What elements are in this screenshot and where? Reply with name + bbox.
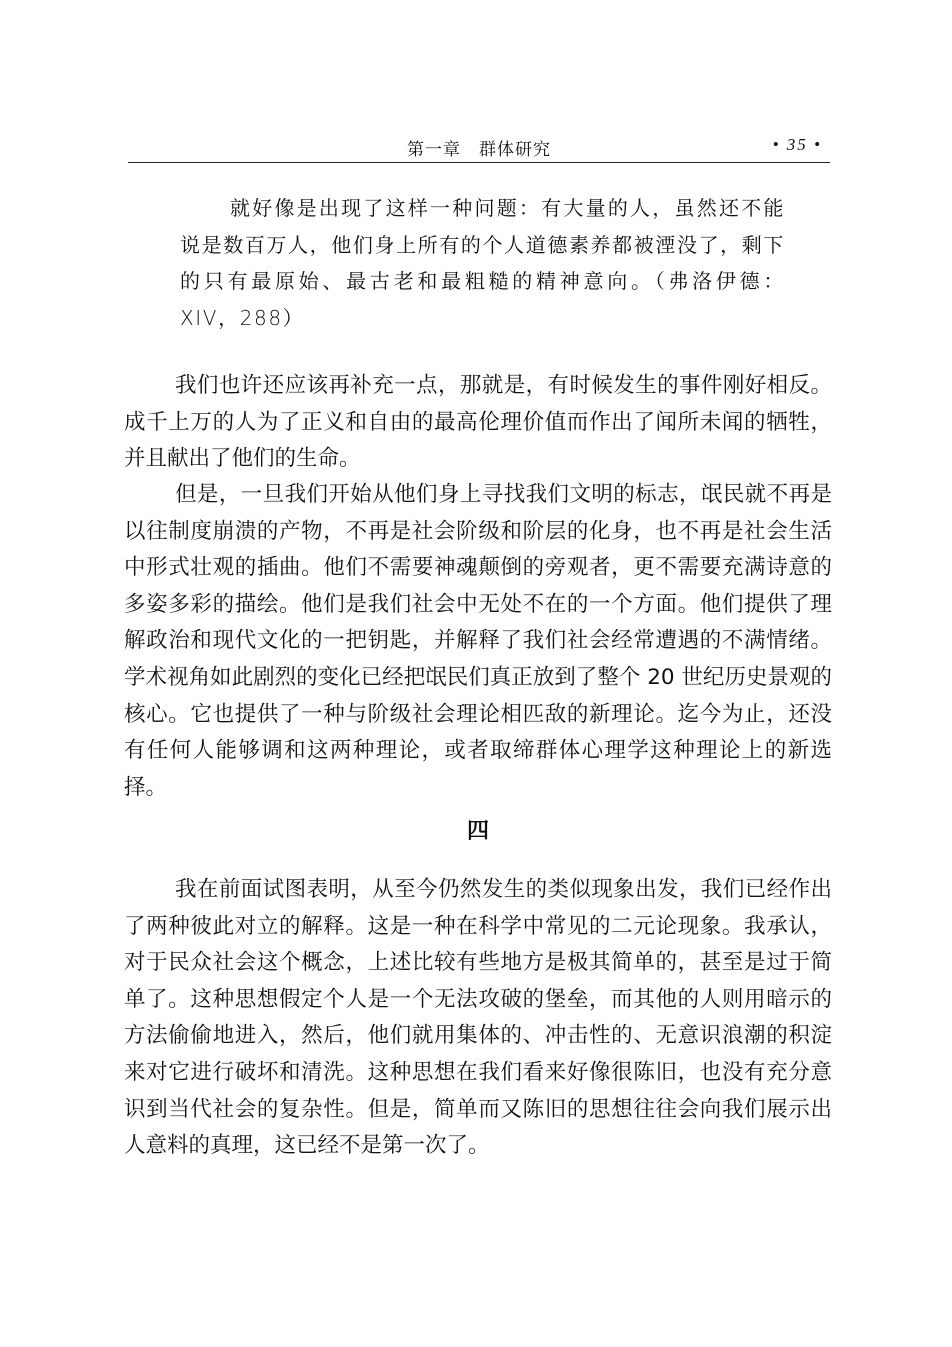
section-heading: 四 [466, 819, 489, 844]
block-quote: 就好像是出现了这样一种问题：有大量的人，虽然还不能说是数百万人，他们身上所有的个人道德素养都被湮没了，剩下的只有最原始、最古老和最粗糙的精神意向。（弗洛伊德：XIV，288） [180, 196, 785, 330]
paragraph-2: 但是，一旦我们开始从他们身上寻找我们文明的标志，氓民就不再是以往制度崩溃的产物，不再是社会阶级和阶层的化身，也不再是社会生活中形式壮观的插曲。他们不需要神魂颠倒的旁观者，更不需要充满诗意的多姿多彩的描绘。他们是我们社会中无处不在的一个方面。他们提供了理解政治和现代文化的一把钥匙，并解释了我们社会经常遭遇的不满情绪。学术视角如此剧烈的变化已经把氓民们真正放到了整个 20 世纪历史景观的核心。它也提供了一种与阶级社会理论相匹敌的新理论。迄今为止，还没有任何人能够调和这两种理论，或者取缔群体心理学这种理论上的新选择。 [124, 482, 832, 800]
running-header [128, 132, 830, 162]
paragraph-3: 我在前面试图表明，从至今仍然发生的类似现象出发，我们已经作出了两种彼此对立的解释。这是一种在科学中常见的二元论现象。我承认，对于民众社会这个概念，上述比较有些地方是极其简单的，甚至是过于简单了。这种思想假定个人是一个无法攻破的堡垒，而其他的人则用暗示的方法偷偷地进入，然后，他们就用集体的、冲击性的、无意识浪潮的积淀来对它进行破坏和清洗。这种思想在我们看来好像很陈旧，也没有充分意识到当代社会的复杂性。但是，简单而又陈旧的思想往往会向我们展示出人意料的真理，这已经不是第一次了。 [124, 877, 832, 1159]
chapter-title: 第一章 群体研究 [407, 140, 551, 160]
page-number: • 35 • [772, 135, 822, 154]
paragraph-1: 我们也许还应该再补充一点，那就是，有时候发生的事件刚好相反。成千上万的人为了正义和自由的最高伦理价值而作出了闻所未闻的牺牲，并且献出了他们的生命。 [124, 373, 832, 472]
header-rule [128, 162, 830, 163]
